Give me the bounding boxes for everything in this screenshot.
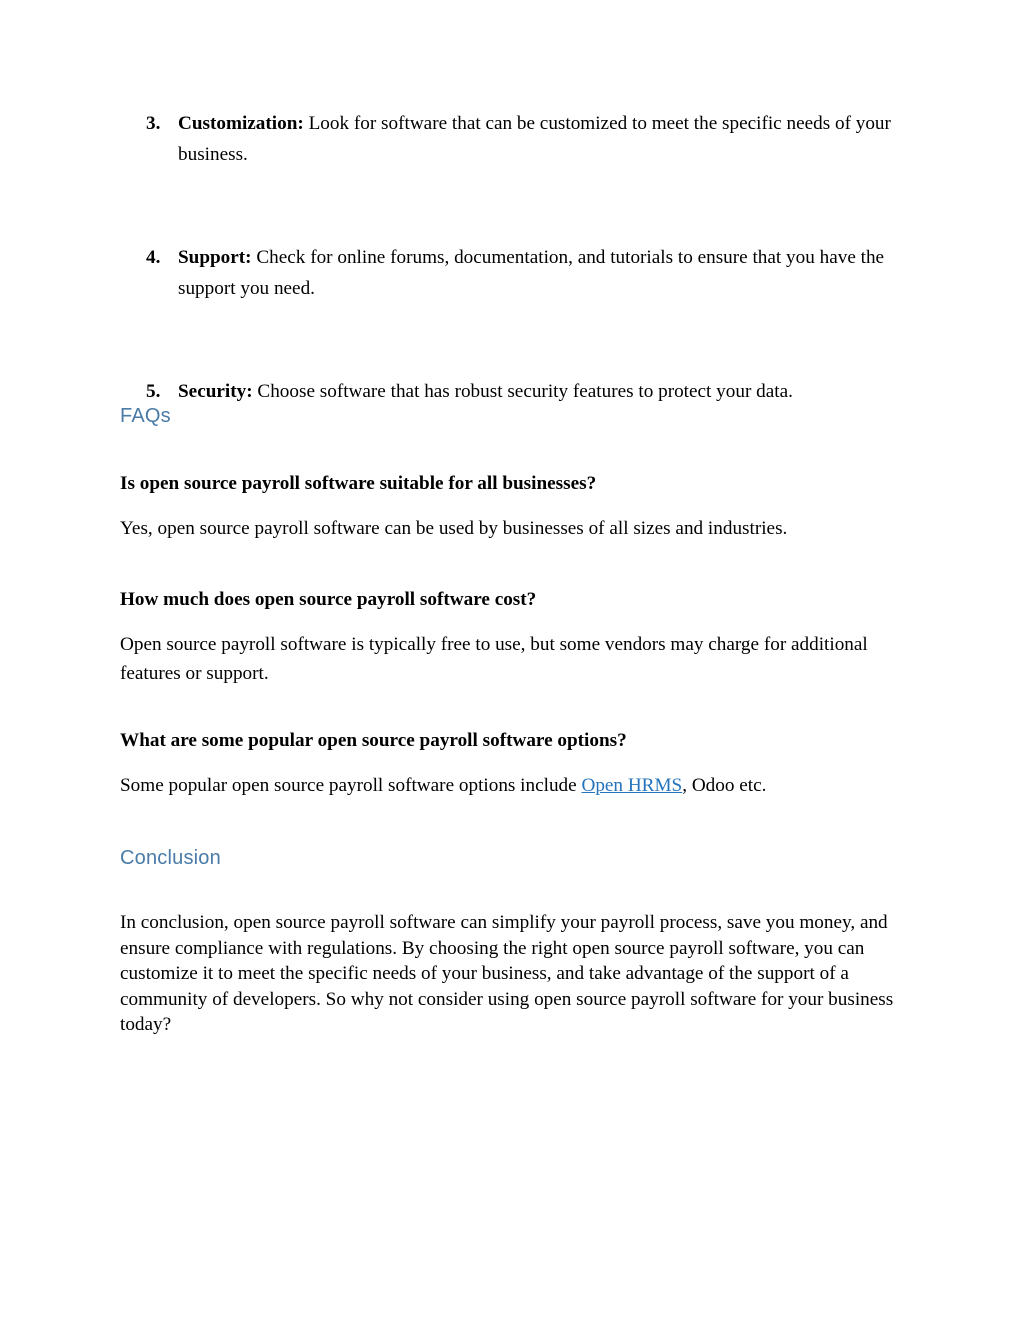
- faq-answer-prefix: Some popular open source payroll software options include: [120, 775, 582, 796]
- faq-answer: Open source payroll software is typically free to use, but some vendors may charge for additional features or support.: [120, 634, 868, 684]
- faq-entry: [120, 586, 910, 688]
- faq-question: Is open source payroll software suitable for all businesses?: [120, 473, 597, 494]
- list-item: [120, 242, 910, 304]
- faq-answer: [120, 771, 910, 800]
- faq-entry: [120, 727, 910, 800]
- section-heading-faqs: FAQs: [120, 405, 171, 427]
- open-hrms-link[interactable]: Open HRMS: [581, 775, 683, 796]
- faq-entry: [120, 470, 910, 543]
- conclusion-paragraph: In conclusion, open source payroll software can simplify your payroll process, save you money, and ensure compliance with regulations. By choosing the right open source payroll software, you can customize it to meet the specific needs of your business, and take advantage of the support of a community of developers. So why not consider using open source payroll software for your business today?: [120, 912, 894, 1035]
- list-item-text: Check for online forums, documentation, and tutorials to ensure that you have the support you need.: [178, 247, 885, 299]
- list-item-text: Look for software that can be customized to meet the specific needs of your business.: [178, 113, 891, 165]
- list-marker: 5.: [146, 381, 161, 402]
- list-marker: 4.: [146, 247, 161, 268]
- list-item-label: Customization:: [178, 113, 304, 134]
- list-item: [120, 376, 910, 407]
- faq-answer: Yes, open source payroll software can be used by businesses of all sizes and industries.: [120, 518, 788, 539]
- list-marker: 3.: [146, 113, 161, 134]
- section-heading-conclusion: Conclusion: [120, 847, 221, 869]
- numbered-list: [120, 108, 910, 407]
- faq-question: How much does open source payroll software cost?: [120, 589, 537, 610]
- faq-question: What are some popular open source payroll software options?: [120, 730, 627, 751]
- list-item-text: Choose software that has robust security features to protect your data.: [252, 381, 793, 402]
- list-item-label: Support:: [178, 247, 252, 268]
- list-item-label: Security:: [178, 381, 253, 402]
- faq-answer-suffix: , Odoo etc.: [682, 775, 767, 796]
- list-item: [120, 108, 910, 170]
